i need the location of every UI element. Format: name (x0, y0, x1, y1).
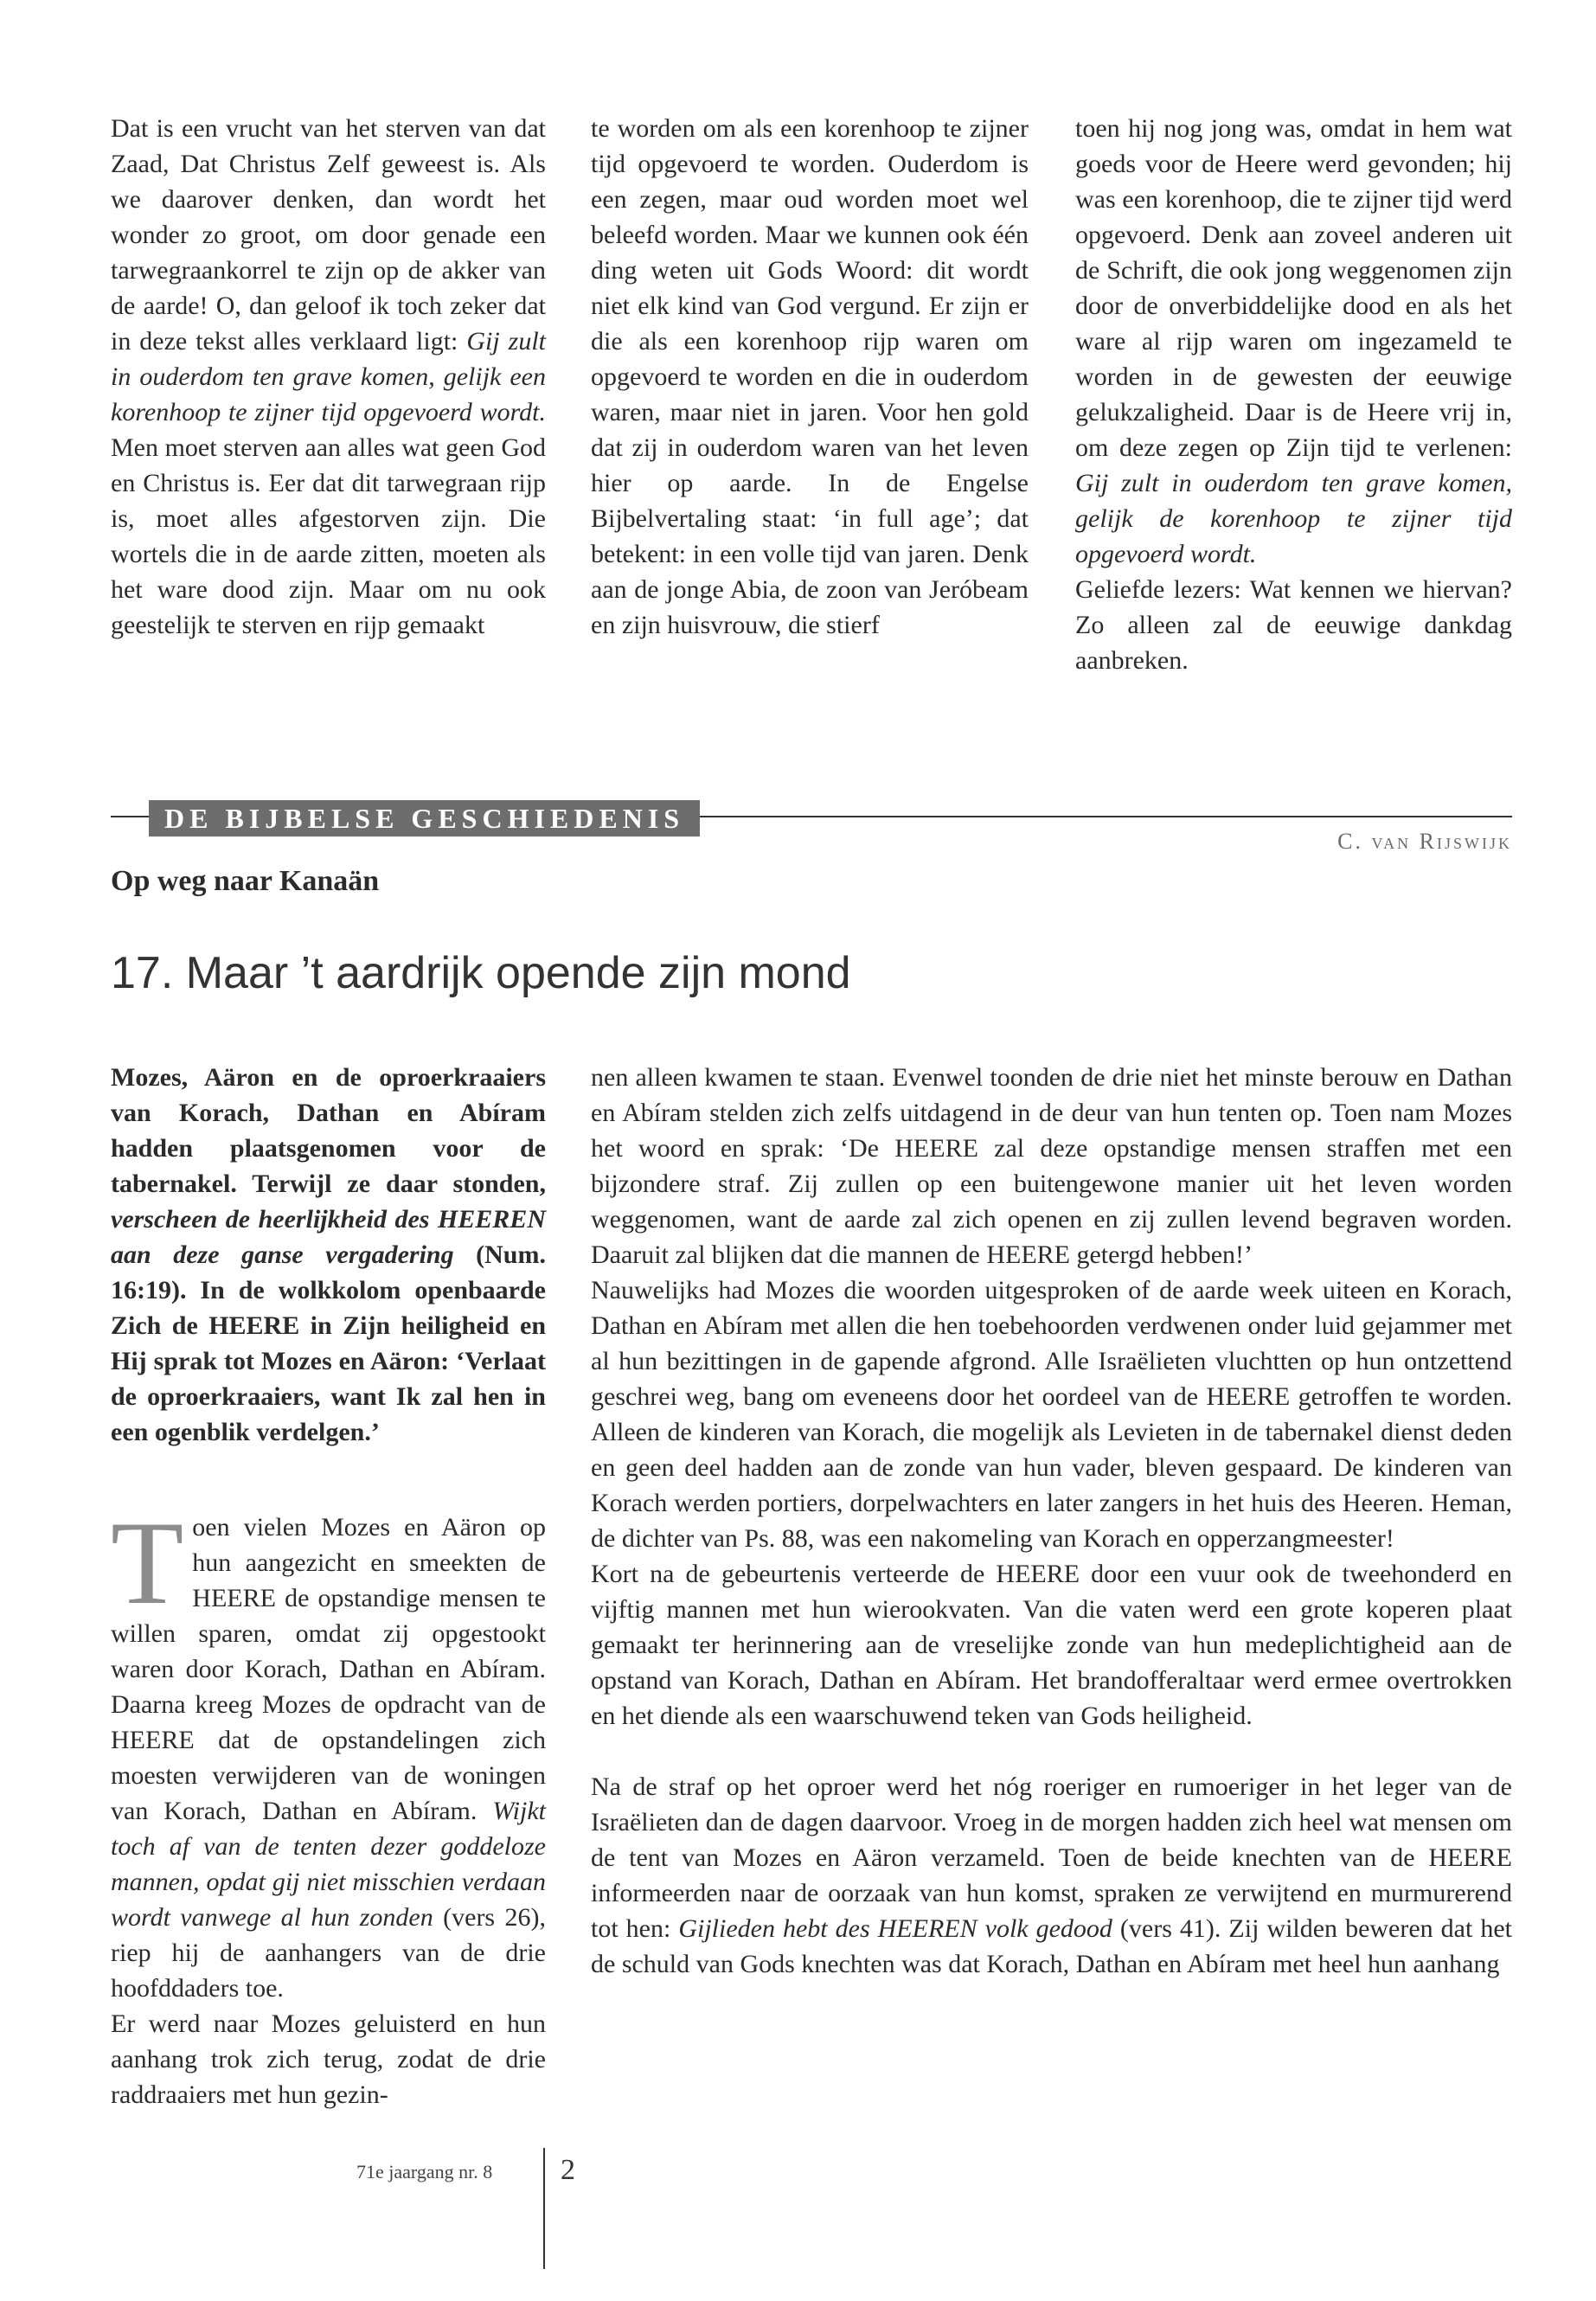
paragraph: Kort na de gebeurtenis verteerde de HEERE door een vuur ook de tweehonderd en vijftig mannen met hun wierookvaten. Van die vaten werd een grote koperen plaat gemaakt ter herinnering aan de vreselijke zonde van hun medeplichtigheid aan de opstand van Korach, Dathan en Abíram. Het brandofferaltaar werd ermee overtrokken en het diende als een waarschuwend teken van Gods heiligheid. (591, 1560, 1512, 1730)
author-name: C. van Rijswijk (1337, 829, 1512, 854)
scripture-quote: Gij zult in ouderdom ten grave komen, gelijk een korenhoop te zijner tijd opgevoerd wordt. (111, 327, 546, 426)
paragraph: Geliefde lezers: Wat kennen we hiervan? Zo alleen zal de eeuwige dankdag aanbreken. (1075, 575, 1512, 675)
scripture-quote: Gij zult in ouderdom ten grave komen, gelijk de korenhoop te zijner tijd opgevoerd wordt. (1075, 469, 1512, 568)
body-column-right (591, 1060, 1512, 1982)
drop-cap: T (111, 1497, 184, 1629)
paragraph: Toen vielen Mozes en Aäron op hun aangezicht en smeekten de HEERE de opstandige mensen te willen sparen, omdat zij opgestookt waren door Korach, Dathan en Abíram. Daarna kreeg Mozes de opdracht van de HEERE dat de opstandelingen zich moesten verwijderen van de woningen van Korach, Dathan en Abíram. Wijkt toch af van de tenten dezer goddeloze mannen, opdat gij niet misschien verdaan wordt vanwege al hun zonden (vers 26), riep hij de aanhangers van de drie hoofddaders toe. (111, 1497, 546, 2003)
scripture-quote: verscheen de heerlijkheid des HEEREN aan deze ganse vergadering (111, 1205, 546, 1269)
paragraph: Na de straf op het oproer werd het nóg roeriger en rumoeriger in het leger van de Israëlieten dan de dagen daarvoor. Vroeg in de morgen hadden zich heel wat mensen om de tent van Mozes en Aäron verzameld. Toen de beide knechten van de HEERE informeerden naar de oorzaak van hun komst, spraken ze verwijtend en murmurerend tot hen: Gijlieden hebt des HEEREN volk gedood (vers 41). Zij wilden beweren dat het de schuld van Gods knechten was dat Korach, Dathan en Abíram met heel hun aanhang (591, 1772, 1512, 1978)
lead-paragraph: Mozes, Aäron en de oproerkraaiers van Korach, Dathan en Abíram hadden plaatsgenomen voor de tabernakel. Terwijl ze daar stonden, verscheen de heerlijkheid des HEEREN aan deze ganse vergadering (Num. 16:19). In de wolkkolom openbaarde Zich de HEERE in Zijn heiligheid en Hij sprak tot Mozes en Aäron: ‘Verlaat de oproerkraaiers, want Ik zal hen in een ogenblik verdelgen.’ (111, 1063, 546, 1446)
issue-info: 71e jaargang nr. 8 (356, 2161, 493, 2182)
top-column-2 (591, 111, 1029, 643)
scripture-quote: Gijlieden hebt des HEEREN volk gedood (678, 1914, 1112, 1943)
scripture-quote: Wijkt toch af van de tenten dezer goddeloze mannen, opdat gij niet misschien verdaan wordt vanwege al hun zonden (111, 1797, 546, 1932)
top-column-3 (1075, 111, 1512, 678)
article-title: 17. Maar ’t aardrijk opende zijn mond (111, 948, 851, 998)
paragraph: Dat is een vrucht van het sterven van dat Zaad, Dat Christus Zelf geweest is. Als we daarover denken, dan wordt het wonder zo groot, om door genade een tarwegraankorrel te zijn op de akker van de aarde! O, dan geloof ik toch zeker dat in deze tekst alles verklaard ligt: Gij zult in ouderdom ten grave komen, gelijk een korenhoop te zijner tijd opgevoerd wordt. Men moet sterven aan alles wat geen God en Christus is. Eer dat dit tarwegraan rijp is, moet alles afgestorven zijn. Die wortels die in de aarde zitten, moeten als het ware dood zijn. Maar om nu ook geestelijk te sterven en rijp gemaakt (111, 114, 546, 639)
paragraph: Nauwelijks had Mozes die woorden uitgesproken of de aarde week uiteen en Korach, Dathan en Abíram met allen die hen toebehoorden verdwenen onder luid gejammer met al hun bezittingen in de gapende afgrond. Alle Israëlieten vluchtten op hun ontzettend geschrei weg, bang om eveneens door het oordeel van de HEERE getroffen te worden. Alleen de kinderen van Korach, die mogelijk als Levieten in de tabernakel dienst deden en geen deel hadden aan de zonde van hun vader, bleven gespaard. De kinderen van Korach werden portiers, dorpelwachters en later zangers in het huis des Heeren. Heman, de dichter van Ps. 88, was een nakomeling van Korach en opperzangmeester! (591, 1276, 1512, 1553)
paragraph: nen alleen kwamen te staan. Evenwel toonden de drie niet het minste berouw en Dathan en Abíram stelden zich zelfs uitdagend in de deur van hun tenten op. Toen nam Mozes het woord en sprak: ‘De HEERE zal deze opstandige mensen straffen met een bijzondere straf. Zij zullen op een buitengewone manier uit het leven worden weggenomen, want de aarde zal zich openen en zij zullen levend begraven worden. Daaruit zal blijken dat die mannen de HEERE getergd hebben!’ (591, 1063, 1512, 1269)
series-title: Op weg naar Kanaän (111, 865, 380, 897)
page-number: 2 (561, 2154, 575, 2186)
section-banner: DE BIJBELSE GESCHIEDENIS (149, 800, 700, 836)
top-column-1 (111, 111, 546, 643)
paragraph: Er werd naar Mozes geluisterd en hun aanhang trok zich terug, zodat de drie raddraaiers met hun gezin- (111, 2009, 546, 2109)
body-column-left (111, 1497, 546, 2112)
paragraph: toen hij nog jong was, omdat in hem wat goeds voor de Heere werd gevonden; hij was een korenhoop, die te zijner tijd werd opgevoerd. Denk aan zoveel anderen uit de Schrift, die ook jong weggenomen zijn door de onverbiddelijke dood en als het ware al rijp waren om ingezameld te worden in de gewesten der eeuwige gelukzaligheid. Daar is de Heere vrij in, om deze zegen op Zijn tijd te verlenen: Gij zult in ouderdom ten grave komen, gelijk de korenhoop te zijner tijd opgevoerd wordt. (1075, 114, 1512, 568)
paragraph: te worden om als een korenhoop te zijner tijd opgevoerd te worden. Ouderdom is een zegen, maar oud worden moet wel beleefd worden. Maar we kunnen ook één ding weten uit Gods Woord: dit wordt niet elk kind van God vergund. Er zijn er die als een korenhoop rijp waren om opgevoerd te worden en die in ouderdom waren, maar niet in jaren. Voor hen gold dat zij in ouderdom waren van het leven hier op aarde. In de Engelse Bijbelvertaling staat: ‘in full age’; dat betekent: in een volle tijd van jaren. Denk aan de jonge Abia, de zoon van Jeróbeam en zijn huisvrouw, die stierf (591, 114, 1029, 639)
footer-divider (543, 2148, 545, 2269)
